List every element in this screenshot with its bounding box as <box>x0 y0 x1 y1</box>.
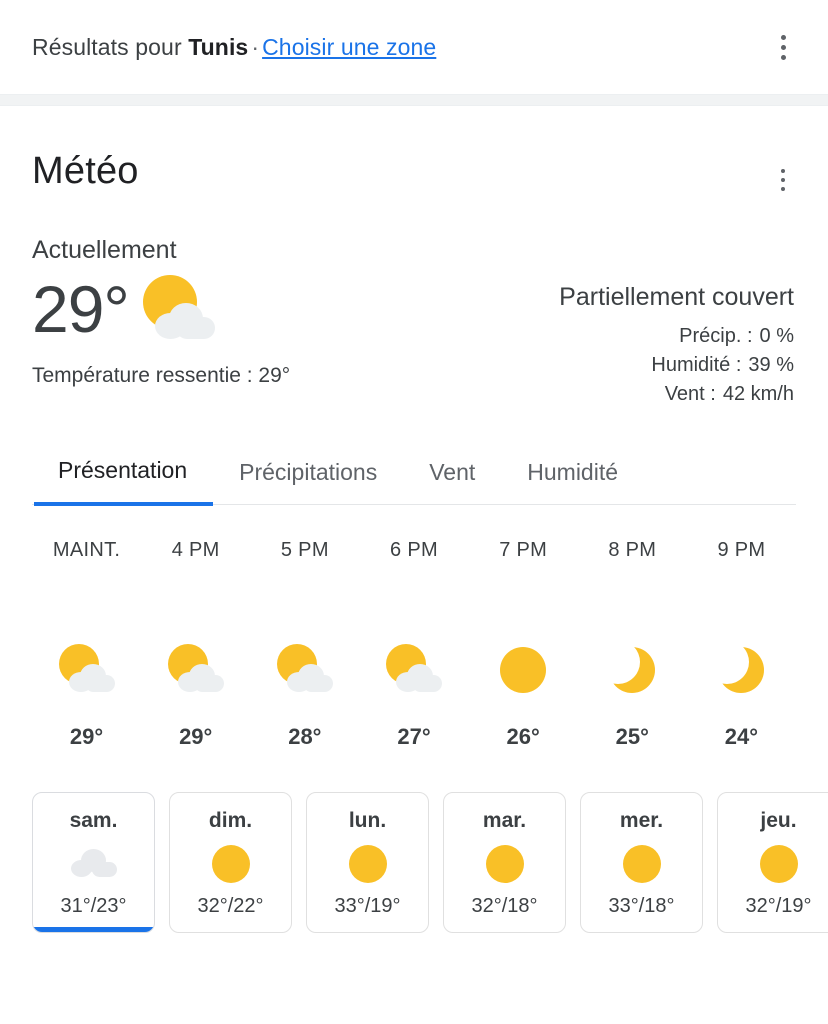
daily-item[interactable] <box>443 792 566 933</box>
metric-wind <box>332 380 794 409</box>
choose-area-link[interactable]: Choisir une zone <box>262 33 437 60</box>
hour-temperature: 29° <box>179 724 213 749</box>
hour-icon-wrap <box>32 618 141 722</box>
metric-value: 0 % <box>759 325 794 347</box>
clear-night-icon <box>609 647 655 693</box>
day-label: mar. <box>482 809 527 832</box>
results-separator: · <box>251 33 260 60</box>
hour-temperature: 26° <box>506 724 540 749</box>
weather-card-header <box>32 106 796 200</box>
results-location: Tunis <box>188 33 249 60</box>
sunny-icon <box>760 845 798 883</box>
hour-label: 4 PM <box>171 539 220 561</box>
weather-tabs <box>32 457 796 505</box>
partly-cloudy-day-icon <box>166 644 226 696</box>
metric-label: Précip. : <box>679 325 753 347</box>
cloudy-icon <box>71 849 117 879</box>
hour-temperature: 29° <box>69 724 104 749</box>
page-title: Météo <box>32 150 139 192</box>
hour-label: 8 PM <box>608 539 657 561</box>
hourly-item[interactable] <box>141 539 250 750</box>
hourly-forecast <box>32 539 796 750</box>
results-prefix: Résultats pour <box>32 33 182 60</box>
metric-value: 42 km/h <box>722 383 794 405</box>
hour-icon-wrap <box>469 618 578 722</box>
tab-humidity[interactable]: Humidité <box>527 459 619 485</box>
daily-forecast <box>32 792 812 943</box>
hour-temperature: 28° <box>288 724 322 749</box>
day-temperatures: 32°/22° <box>197 895 264 917</box>
results-bar <box>0 0 828 94</box>
daily-item-selected[interactable] <box>32 792 155 933</box>
hour-label: 9 PM <box>717 539 766 561</box>
day-label: lun. <box>348 809 387 832</box>
day-icon-wrap <box>444 833 565 895</box>
hourly-item[interactable] <box>250 539 359 750</box>
day-temperatures: 32°/18° <box>471 895 538 917</box>
hourly-item[interactable] <box>469 539 578 750</box>
day-temperatures: 33°/19° <box>334 895 401 917</box>
sunny-icon <box>500 647 546 693</box>
sunny-icon <box>212 845 250 883</box>
results-text <box>32 34 436 61</box>
partly-cloudy-day-icon <box>275 644 335 696</box>
tab-precipitations[interactable]: Précipitations <box>239 459 378 485</box>
partly-cloudy-day-icon <box>384 644 444 696</box>
section-divider <box>0 94 828 106</box>
daily-item[interactable] <box>580 792 703 933</box>
hourly-item[interactable] <box>578 539 687 750</box>
feels-like-text: Température ressentie : 29° <box>32 364 291 387</box>
hourly-item[interactable] <box>687 539 796 750</box>
card-more-vertical-icon[interactable] <box>766 160 800 200</box>
hour-icon-wrap <box>687 618 796 722</box>
sunny-icon <box>349 845 387 883</box>
hour-temperature: 25° <box>615 724 649 749</box>
day-temperatures: 33°/18° <box>608 895 675 917</box>
sunny-icon <box>623 845 661 883</box>
hour-icon-wrap <box>141 618 250 722</box>
hour-label: MAINT. <box>52 539 121 561</box>
day-icon-wrap <box>33 833 154 895</box>
day-label: sam. <box>69 809 118 832</box>
day-icon-wrap <box>581 833 702 895</box>
clear-night-icon <box>718 647 764 693</box>
partly-cloudy-day-icon <box>57 644 117 696</box>
sunny-icon <box>486 845 524 883</box>
current-detail-block <box>332 269 796 409</box>
current-label: Actuellement <box>32 236 177 264</box>
daily-item[interactable] <box>717 792 828 933</box>
partly-cloudy-day-icon <box>139 275 217 343</box>
metric-humidity <box>332 351 794 380</box>
current-conditions <box>32 269 796 409</box>
hour-temperature: 27° <box>397 724 431 749</box>
current-temp-block <box>32 269 332 388</box>
day-label: mer. <box>619 809 664 832</box>
current-condition-text: Partiellement couvert <box>559 283 794 311</box>
day-label: jeu. <box>760 809 797 832</box>
tab-wind[interactable]: Vent <box>429 459 476 485</box>
hour-label: 7 PM <box>499 539 548 561</box>
hour-label: 5 PM <box>280 539 329 561</box>
daily-item[interactable] <box>169 792 292 933</box>
day-label: dim. <box>208 809 253 832</box>
current-temp-row <box>32 269 332 348</box>
hour-icon-wrap <box>359 618 468 722</box>
hourly-item[interactable] <box>32 539 141 750</box>
hourly-item[interactable] <box>359 539 468 750</box>
hour-temperature: 24° <box>724 724 759 749</box>
hour-icon-wrap <box>250 618 359 722</box>
day-icon-wrap <box>170 833 291 895</box>
daily-item[interactable] <box>306 792 429 933</box>
day-icon-wrap <box>307 833 428 895</box>
metric-label: Vent : <box>664 383 716 405</box>
current-weather-icon-wrap <box>129 269 217 348</box>
day-temperatures: 31°/23° <box>60 895 127 917</box>
tab-presentation[interactable]: Présentation <box>34 457 213 506</box>
more-vertical-icon[interactable] <box>766 27 800 67</box>
metric-label: Humidité : <box>651 354 742 376</box>
metric-value: 39 % <box>748 354 794 376</box>
hour-icon-wrap <box>578 618 687 722</box>
day-icon-wrap <box>718 833 828 895</box>
weather-card <box>0 106 828 943</box>
hour-label: 6 PM <box>390 539 438 561</box>
current-temperature: 29° <box>32 271 129 346</box>
metric-precipitation <box>332 322 794 351</box>
day-temperatures: 32°/19° <box>745 895 812 917</box>
